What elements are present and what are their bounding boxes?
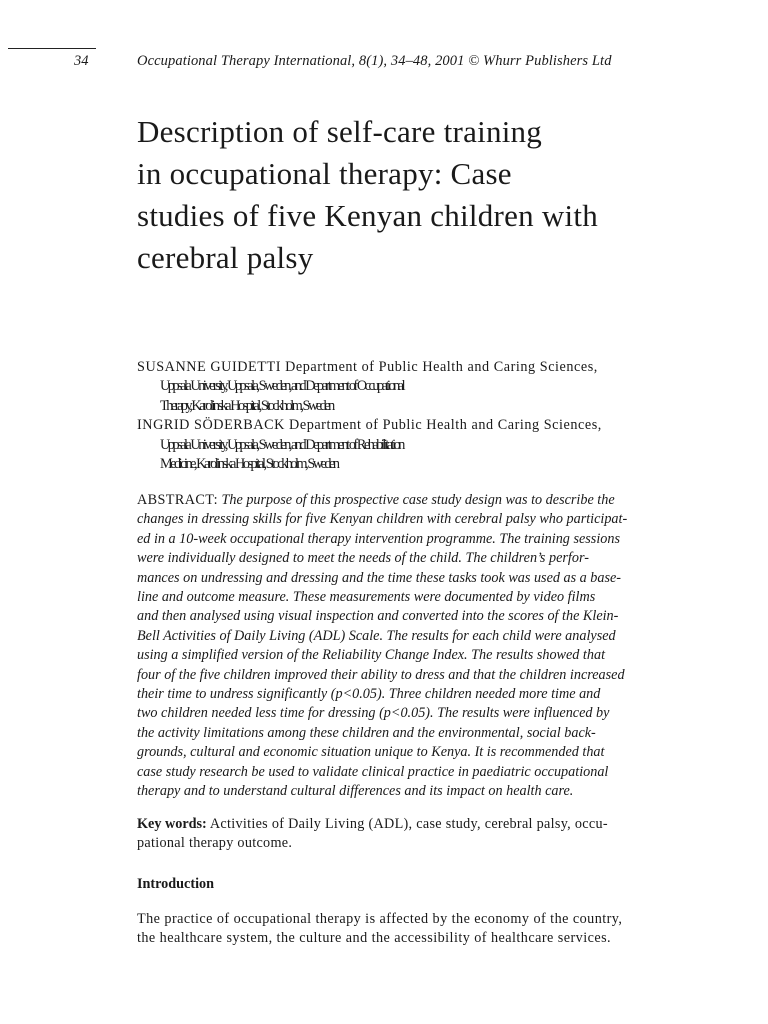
author-block: [137, 358, 683, 474]
abstract-line: and then analysed using visual inspection and converted into the scores of the Klein-: [137, 608, 619, 625]
abstract-line: using a simplified version of the Reliability Change Index. The results showed that: [137, 647, 606, 664]
title-line: in occupational therapy: Case: [137, 156, 512, 191]
abstract-line: [137, 491, 683, 510]
abstract-line: case study research be used to validate clinical practice in paediatric occupational: [137, 763, 609, 780]
abstract-text: The purpose of this prospective case study design was to describe the: [221, 492, 615, 508]
body-line: the healthcare system, the culture and the accessibility of healthcare services.: [137, 930, 612, 947]
keywords-line: pational therapy outcome.: [137, 835, 293, 852]
abstract-line: the activity limitations among these children and the environmental, social back-: [137, 724, 596, 741]
keywords-text: Activities of Daily Living (ADL), case study, cerebral palsy, occu-: [209, 816, 608, 832]
author-affiliation: Department of Public Health and Caring Sciences,: [289, 417, 602, 434]
abstract-line: line and outcome measure. These measurements were documented by video films: [137, 589, 596, 606]
abstract-line: changes in dressing skills for five Kenyan children with cerebral palsy who participat-: [137, 511, 628, 528]
abstract-line: their time to undress significantly (p<0.05). Three children needed more time and: [137, 686, 601, 703]
author-name: INGRID SÖDERBACK: [137, 417, 285, 434]
author-name: SUSANNE GUIDETTI: [137, 359, 281, 375]
abstract-line: two children needed less time for dressing (p<0.05). The results were influenced by: [137, 705, 610, 722]
article-title: [137, 111, 737, 279]
abstract-line: ed in a 10-week occupational therapy intervention programme. The training sessions: [137, 530, 620, 547]
body-line: The practice of occupational therapy is affected by the economy of the country,: [137, 911, 623, 927]
author-line: [137, 358, 683, 377]
keywords: [137, 815, 683, 854]
page-number: 34: [74, 53, 89, 69]
author-affiliation: Uppsala University, Uppsala, Sweden, and Department of Rehabilitation: [160, 436, 403, 453]
abstract-line: mances on undressing and dressing and the time these tasks took was used as a base-: [137, 569, 622, 586]
keywords-label: Key words:: [137, 816, 207, 832]
abstract-line: Bell Activities of Daily Living (ADL) Scale. The results for each child were analysed: [137, 627, 616, 644]
header-rule: [8, 48, 96, 49]
title-line: studies of five Kenyan children with: [137, 198, 598, 233]
author-affiliation: Medicine, Karolinska Hospital, Stockholm, Sweden: [160, 456, 338, 473]
abstract-line: four of the five children improved their ability to dress and that the children increased: [137, 666, 625, 683]
author-affiliation: Therapy, Karolinska Hospital, Stockholm, Sweden: [160, 397, 333, 414]
abstract: [137, 491, 683, 802]
author-affiliation: Uppsala University, Uppsala, Sweden, and Department of Occupational: [160, 378, 404, 395]
title-line: Description of self-care training: [137, 114, 543, 149]
abstract-line: were individually designed to meet the needs of the child. The children’s perfor-: [137, 550, 589, 567]
abstract-line: grounds, cultural and economic situation unique to Kenya. It is recommended that: [137, 744, 605, 761]
keywords-line: [137, 815, 683, 834]
section-heading-introduction: Introduction: [137, 876, 214, 892]
author-entry: [137, 416, 683, 474]
introduction-paragraph: [137, 910, 683, 949]
abstract-label: ABSTRACT:: [137, 492, 218, 508]
author-affiliation: Department of Public Health and Caring Sciences,: [285, 359, 598, 375]
running-head: Occupational Therapy International, 8(1), 34–48, 2001 © Whurr Publishers Ltd: [137, 53, 612, 69]
author-line: [137, 416, 683, 435]
title-line: cerebral palsy: [137, 240, 314, 275]
abstract-line: therapy and to understand cultural differences and its impact on health care.: [137, 783, 574, 800]
author-entry: [137, 358, 683, 416]
